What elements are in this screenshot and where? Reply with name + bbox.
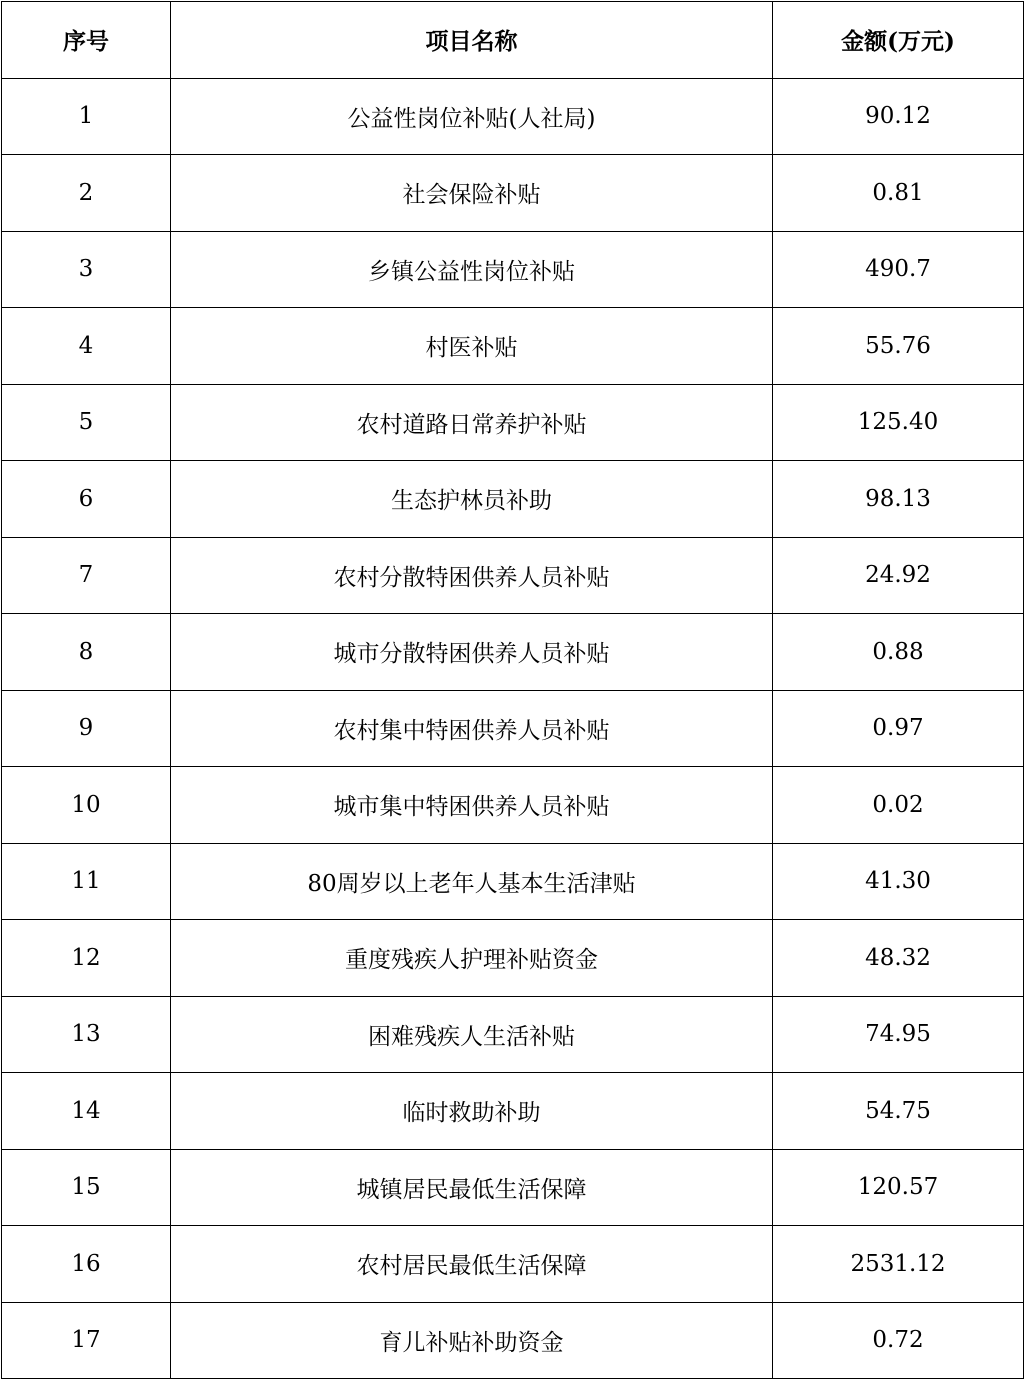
row-project-name: 农村集中特困供养人员补贴 — [171, 690, 773, 767]
row-index: 5 — [2, 384, 171, 461]
row-project-name: 困难残疾人生活补贴 — [171, 996, 773, 1073]
row-index: 12 — [2, 920, 171, 997]
table-row — [2, 1226, 1024, 1303]
table-row — [2, 308, 1024, 385]
row-index: 4 — [2, 308, 171, 385]
row-amount: 120.57 — [773, 1149, 1024, 1226]
row-amount: 125.40 — [773, 384, 1024, 461]
header-project-name: 项目名称 — [171, 2, 773, 79]
row-project-name: 临时救助补助 — [171, 1073, 773, 1150]
table-header-row — [2, 2, 1024, 79]
row-amount: 54.75 — [773, 1073, 1024, 1150]
row-project-name: 农村居民最低生活保障 — [171, 1226, 773, 1303]
row-amount: 0.02 — [773, 767, 1024, 844]
table-row — [2, 690, 1024, 767]
row-project-name: 城市分散特困供养人员补贴 — [171, 614, 773, 691]
header-amount: 金额(万元) — [773, 2, 1024, 79]
table-row — [2, 1302, 1024, 1379]
row-index: 14 — [2, 1073, 171, 1150]
row-amount: 0.72 — [773, 1302, 1024, 1379]
row-project-name: 重度残疾人护理补贴资金 — [171, 920, 773, 997]
row-amount: 74.95 — [773, 996, 1024, 1073]
table-row — [2, 996, 1024, 1073]
row-amount: 0.97 — [773, 690, 1024, 767]
table-row — [2, 767, 1024, 844]
row-amount: 55.76 — [773, 308, 1024, 385]
table-row — [2, 920, 1024, 997]
row-index: 16 — [2, 1226, 171, 1303]
row-amount: 41.30 — [773, 843, 1024, 920]
table-row — [2, 231, 1024, 308]
row-amount: 0.88 — [773, 614, 1024, 691]
subsidy-table — [1, 1, 1024, 1379]
row-index: 7 — [2, 537, 171, 614]
row-index: 15 — [2, 1149, 171, 1226]
row-index: 11 — [2, 843, 171, 920]
row-amount: 90.12 — [773, 78, 1024, 155]
row-index: 10 — [2, 767, 171, 844]
row-index: 17 — [2, 1302, 171, 1379]
row-project-name: 城镇居民最低生活保障 — [171, 1149, 773, 1226]
row-amount: 2531.12 — [773, 1226, 1024, 1303]
row-project-name: 社会保险补贴 — [171, 155, 773, 232]
row-amount: 24.92 — [773, 537, 1024, 614]
table-row — [2, 461, 1024, 538]
table-row — [2, 384, 1024, 461]
header-index: 序号 — [2, 2, 171, 79]
table-body — [2, 78, 1024, 1379]
row-index: 6 — [2, 461, 171, 538]
row-amount: 48.32 — [773, 920, 1024, 997]
row-index: 1 — [2, 78, 171, 155]
row-amount: 0.81 — [773, 155, 1024, 232]
table-row — [2, 1149, 1024, 1226]
row-index: 13 — [2, 996, 171, 1073]
row-index: 8 — [2, 614, 171, 691]
table-row — [2, 1073, 1024, 1150]
table-row — [2, 537, 1024, 614]
row-project-name: 生态护林员补助 — [171, 461, 773, 538]
row-project-name: 乡镇公益性岗位补贴 — [171, 231, 773, 308]
row-project-name: 村医补贴 — [171, 308, 773, 385]
table-row — [2, 843, 1024, 920]
row-project-name: 农村分散特困供养人员补贴 — [171, 537, 773, 614]
table-row — [2, 155, 1024, 232]
row-project-name: 80周岁以上老年人基本生活津贴 — [171, 843, 773, 920]
row-amount: 98.13 — [773, 461, 1024, 538]
table-row — [2, 78, 1024, 155]
row-index: 9 — [2, 690, 171, 767]
row-project-name: 育儿补贴补助资金 — [171, 1302, 773, 1379]
table-row — [2, 614, 1024, 691]
row-project-name: 公益性岗位补贴(人社局) — [171, 78, 773, 155]
row-amount: 490.7 — [773, 231, 1024, 308]
row-index: 3 — [2, 231, 171, 308]
row-index: 2 — [2, 155, 171, 232]
row-project-name: 农村道路日常养护补贴 — [171, 384, 773, 461]
row-project-name: 城市集中特困供养人员补贴 — [171, 767, 773, 844]
